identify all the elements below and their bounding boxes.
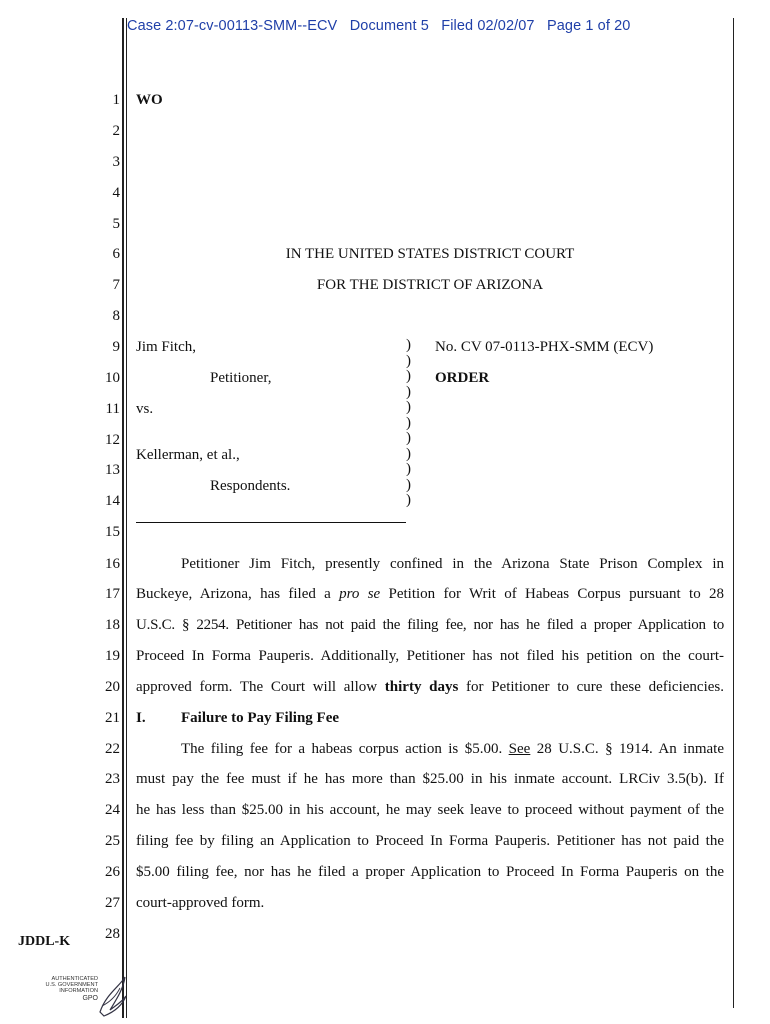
line-number-8: 8 bbox=[112, 308, 120, 324]
seal-line-1: AUTHENTICATED bbox=[51, 976, 98, 982]
line-number-10: 10 bbox=[105, 370, 120, 386]
seal-line-3: INFORMATION bbox=[59, 988, 98, 994]
left-margin-rule bbox=[122, 18, 124, 1018]
line-number-2: 2 bbox=[112, 123, 120, 139]
line-number-3: 3 bbox=[112, 154, 120, 170]
line-number-11: 11 bbox=[105, 401, 120, 417]
right-margin-rule bbox=[733, 18, 734, 1008]
line-number-13: 13 bbox=[105, 462, 120, 478]
section-number: I. bbox=[136, 710, 146, 726]
respondent-role: Respondents. bbox=[210, 478, 291, 494]
respondent-name: Kellerman, et al., bbox=[136, 447, 240, 463]
body-line-20: approved form. The Court will allow thirty days for Petitioner to cure these deficiencies. bbox=[136, 679, 724, 695]
line-number-18: 18 bbox=[105, 617, 120, 633]
line-number-26: 26 bbox=[105, 864, 120, 880]
versus: vs. bbox=[136, 401, 154, 417]
body-line-23: must pay the fee must if he has more than $25.00 in his inmate account. LRCiv 3.5(b). If bbox=[136, 771, 724, 787]
body-line-25: filing fee by filing an Application to Proceed In Forma Pauperis. Petitioner has not paid the bbox=[136, 833, 724, 849]
gpo-authentication-seal bbox=[30, 972, 130, 1018]
line-number-17: 17 bbox=[105, 586, 120, 602]
caption-underline bbox=[136, 522, 406, 523]
line-number-7: 7 bbox=[112, 277, 120, 293]
line-number-28: 28 bbox=[105, 926, 120, 942]
case-number: No. CV 07-0113-PHX-SMM (ECV) bbox=[435, 339, 654, 355]
line-number-6: 6 bbox=[112, 246, 120, 262]
court-district: FOR THE DISTRICT OF ARIZONA bbox=[316, 277, 544, 293]
left-margin-rule-inner bbox=[126, 18, 127, 1018]
line-number-21: 21 bbox=[105, 710, 120, 726]
line-number-4: 4 bbox=[112, 185, 120, 201]
eagle-swirl-icon bbox=[30, 972, 130, 1018]
line-number-19: 19 bbox=[105, 648, 120, 664]
line-number-14: 14 bbox=[105, 493, 120, 509]
line-number-1: 1 bbox=[112, 92, 120, 108]
seal-line-2: U.S. GOVERNMENT bbox=[45, 982, 98, 988]
court-name: IN THE UNITED STATES DISTRICT COURT bbox=[285, 246, 575, 262]
wo-marker: WO bbox=[136, 92, 163, 108]
body-line-19: Proceed In Forma Pauperis. Additionally, Petitioner has not filed his petition on the court- bbox=[136, 648, 724, 664]
line-number-22: 22 bbox=[105, 741, 120, 757]
pro-se-italic: pro se bbox=[339, 586, 381, 602]
section-heading: Failure to Pay Filing Fee bbox=[181, 710, 340, 726]
petitioner-name: Jim Fitch, bbox=[136, 339, 197, 355]
body-line-17: Buckeye, Arizona, has filed a pro se Petition for Writ of Habeas Corpus pursuant to 28 bbox=[136, 586, 724, 602]
caption-parentheses: ) ) ) ) ) ) ) ) ) ) ) bbox=[406, 337, 411, 508]
line-number-15: 15 bbox=[105, 524, 120, 540]
thirty-days-bold: thirty days bbox=[384, 679, 459, 695]
line-number-25: 25 bbox=[105, 833, 120, 849]
line-number-9: 9 bbox=[112, 339, 120, 355]
line-number-12: 12 bbox=[105, 432, 120, 448]
seal-line-4: GPO bbox=[82, 995, 98, 1002]
see-citation-signal: See bbox=[508, 741, 531, 757]
body-line-24: he has less than $25.00 in his account, he may seek leave to proceed without payment of the bbox=[136, 802, 724, 818]
line-number-16: 16 bbox=[105, 556, 120, 572]
body-line-18: U.S.C. § 2254. Petitioner has not paid the filing fee, nor has he filed a proper Application to bbox=[136, 617, 724, 633]
line-number-24: 24 bbox=[105, 802, 120, 818]
line-number-23: 23 bbox=[105, 771, 120, 787]
document-title: ORDER bbox=[435, 370, 490, 386]
line-number-20: 20 bbox=[105, 679, 120, 695]
body-line-16: Petitioner Jim Fitch, presently confined in the Arizona State Prison Complex in bbox=[181, 556, 724, 572]
footer-id: JDDL-K bbox=[18, 934, 71, 949]
case-header: Case 2:07-cv-00113-SMM--ECV Document 5 Filed 02/02/07 Page 1 of 20 bbox=[127, 18, 631, 34]
body-line-27: court-approved form. bbox=[136, 895, 265, 911]
petitioner-role: Petitioner, bbox=[210, 370, 272, 386]
body-line-22: The filing fee for a habeas corpus action is $5.00. See 28 U.S.C. § 1914. An inmate bbox=[181, 741, 724, 757]
body-line-26: $5.00 filing fee, nor has he filed a proper Application to Proceed In Forma Pauperis on the bbox=[136, 864, 724, 880]
line-number-5: 5 bbox=[112, 216, 120, 232]
line-number-27: 27 bbox=[105, 895, 120, 911]
